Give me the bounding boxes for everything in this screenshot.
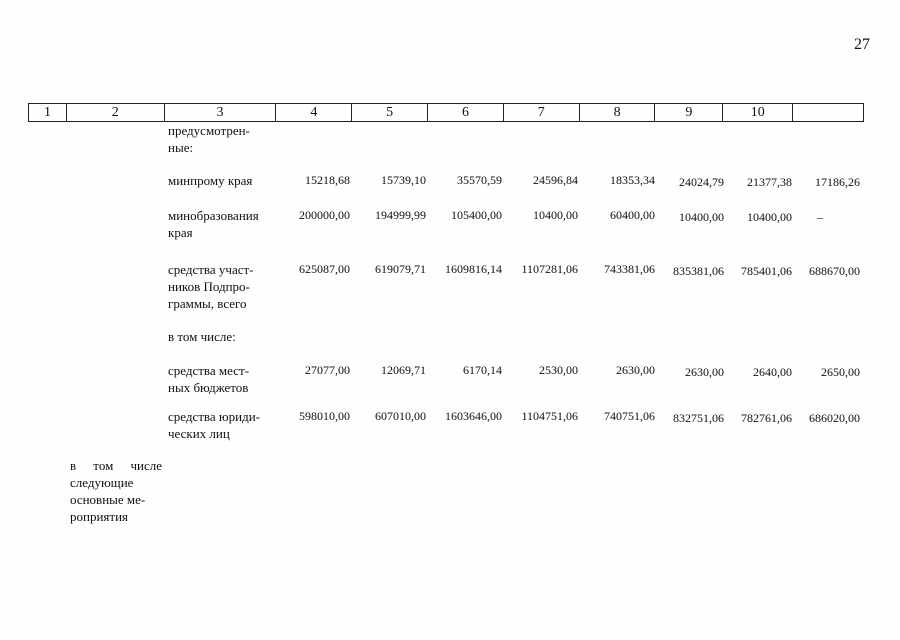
table-cell: 21377,38 — [747, 175, 792, 189]
header-col-10: 10 — [723, 104, 793, 121]
table-cell: 598010,00 — [299, 409, 350, 423]
table-cell: 1104751,06 — [521, 409, 578, 423]
table-cell: 2530,00 — [539, 363, 578, 377]
table-cell: 740751,06 — [604, 409, 655, 423]
row-label: минобразования края — [168, 208, 259, 240]
row-label: средства юриди- ческих лиц — [168, 409, 260, 441]
header-col-11 — [793, 104, 863, 121]
header-col-2: 2 — [67, 104, 165, 121]
table-cell: 15739,10 — [381, 173, 426, 187]
table-cell: 12069,71 — [381, 363, 426, 377]
table-cell: 105400,00 — [451, 208, 502, 222]
row-label: средства мест- ных бюджетов — [168, 363, 250, 395]
table-cell: 835381,06 — [673, 264, 724, 278]
table-cell: 200000,00 — [299, 208, 350, 222]
header-col-9: 9 — [655, 104, 723, 121]
table-cell: 832751,06 — [673, 411, 724, 425]
page-number: 27 — [854, 36, 870, 53]
table-cell: 782761,06 — [741, 411, 792, 425]
table-cell: 2630,00 — [685, 365, 724, 379]
table-cell: 27077,00 — [305, 363, 350, 377]
table-cell: 607010,00 — [375, 409, 426, 423]
table-cell: 2640,00 — [753, 365, 792, 379]
header-col-5: 5 — [352, 104, 428, 121]
table-cell: 619079,71 — [375, 262, 426, 276]
table-cell: 1609816,14 — [445, 262, 502, 276]
header-col-6: 6 — [428, 104, 504, 121]
row-label: минпрому края — [168, 173, 253, 188]
table-cell: 10400,00 — [533, 208, 578, 222]
table-cell: 194999,99 — [375, 208, 426, 222]
header-col-1: 1 — [29, 104, 67, 121]
table-cell: 60400,00 — [610, 208, 655, 222]
table-cell: 24596,84 — [533, 173, 578, 187]
table-cell: 1107281,06 — [521, 262, 578, 276]
table-cell: 2650,00 — [821, 365, 860, 379]
side-label-main-activities: в том числе следующие основные ме- роприятия — [70, 458, 162, 524]
table-cell: 10400,00 — [747, 210, 792, 224]
table-cell: 6170,14 — [463, 363, 502, 377]
table-cell: 686020,00 — [809, 411, 860, 425]
table-cell: 17186,26 — [815, 175, 860, 189]
table-cell: 2630,00 — [616, 363, 655, 377]
table-cell: 688670,00 — [809, 264, 860, 278]
table-cell: 15218,68 — [305, 173, 350, 187]
row-label: средства участ- ников Подпро- граммы, всего — [168, 262, 254, 311]
table-cell: – — [817, 210, 823, 224]
header-col-4: 4 — [276, 104, 352, 121]
table-header-row — [28, 103, 864, 122]
row-label: предусмотрен- ные: — [168, 123, 250, 155]
table-cell: 625087,00 — [299, 262, 350, 276]
header-col-3: 3 — [165, 104, 277, 121]
table-cell: 24024,79 — [679, 175, 724, 189]
row-label: в том числе: — [168, 329, 236, 344]
header-col-8: 8 — [580, 104, 656, 121]
table-cell: 1603646,00 — [445, 409, 502, 423]
table-cell: 18353,34 — [610, 173, 655, 187]
table-cell: 35570,59 — [457, 173, 502, 187]
table-cell: 10400,00 — [679, 210, 724, 224]
header-col-7: 7 — [504, 104, 580, 121]
table-cell: 743381,06 — [604, 262, 655, 276]
table-cell: 785401,06 — [741, 264, 792, 278]
